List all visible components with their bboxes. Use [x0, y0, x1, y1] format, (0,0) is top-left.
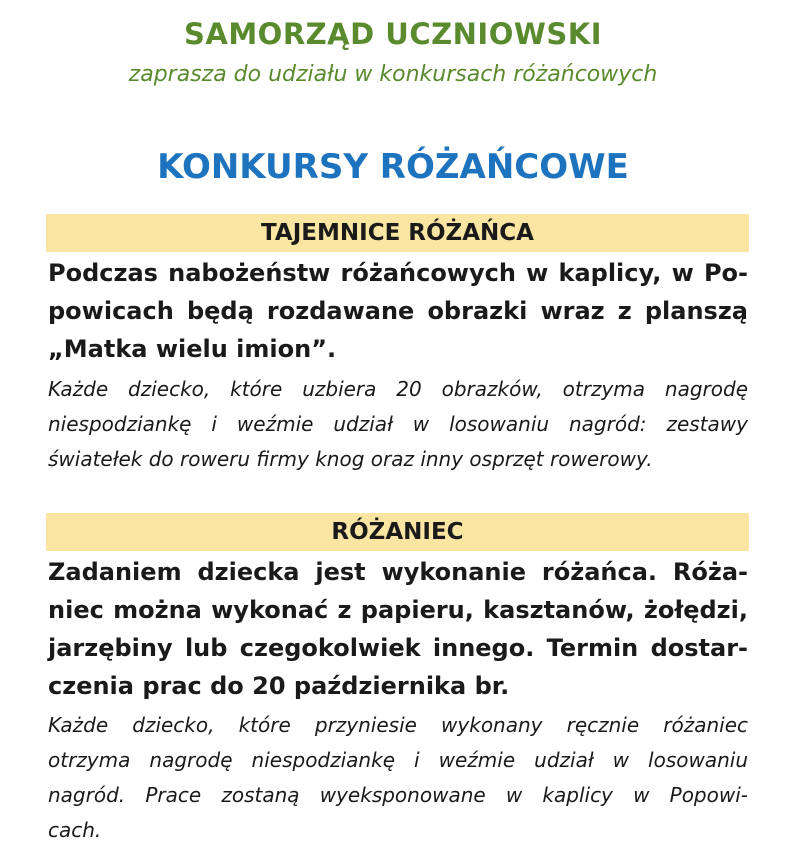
note-line: światełek do roweru firmy knog oraz inny osprzęt rowerowy.	[48, 447, 653, 471]
organization-title: SAMORZĄD UCZNIOWSKI	[183, 17, 603, 51]
section-lead-rozaniec	[48, 553, 748, 705]
lead-line: niec można wykonać z papieru, kasztanów, żołędzi,	[48, 596, 748, 624]
section-note-rozaniec	[48, 708, 748, 848]
note-line: niespodziankę i weźmie udział w losowaniu nagród: zestawy	[48, 412, 748, 436]
section-note-tajemnice	[48, 372, 748, 477]
note-line: Każde dziecko, które przyniesie wykonany ręcznie różaniec	[48, 713, 748, 737]
page-title: KONKURSY RÓŻAŃCOWE	[157, 147, 629, 187]
section-heading-rozaniec: RÓŻANIEC	[46, 513, 749, 551]
lead-line: powicach będą rozdawane obrazki wraz z planszą	[48, 297, 748, 325]
section-heading-tajemnice: TAJEMNICE RÓŻAŃCA	[46, 214, 749, 252]
note-line: nagród. Prace zostaną wyeksponowane w kaplicy w Popowi-	[48, 783, 748, 807]
lead-line: jarzębiny lub czegokolwiek innego. Termin dostar-	[48, 634, 748, 662]
note-line: cach.	[48, 818, 102, 842]
note-line: otrzyma nagrodę niespodziankę i weźmie udział w losowaniu	[48, 748, 748, 772]
note-line: Każde dziecko, które uzbiera 20 obrazków, otrzyma nagrodę	[48, 377, 748, 401]
organization-subtitle: zaprasza do udziału w konkursach różańcowych	[128, 62, 658, 87]
lead-line: czenia prac do 20 października br.	[48, 672, 510, 700]
lead-line: „Matka wielu imion”.	[48, 335, 337, 363]
section-lead-tajemnice	[48, 254, 748, 368]
lead-line: Podczas nabożeństw różańcowych w kaplicy, w Po-	[48, 259, 748, 287]
lead-line: Zadaniem dziecka jest wykonanie różańca. Róża-	[48, 558, 748, 586]
